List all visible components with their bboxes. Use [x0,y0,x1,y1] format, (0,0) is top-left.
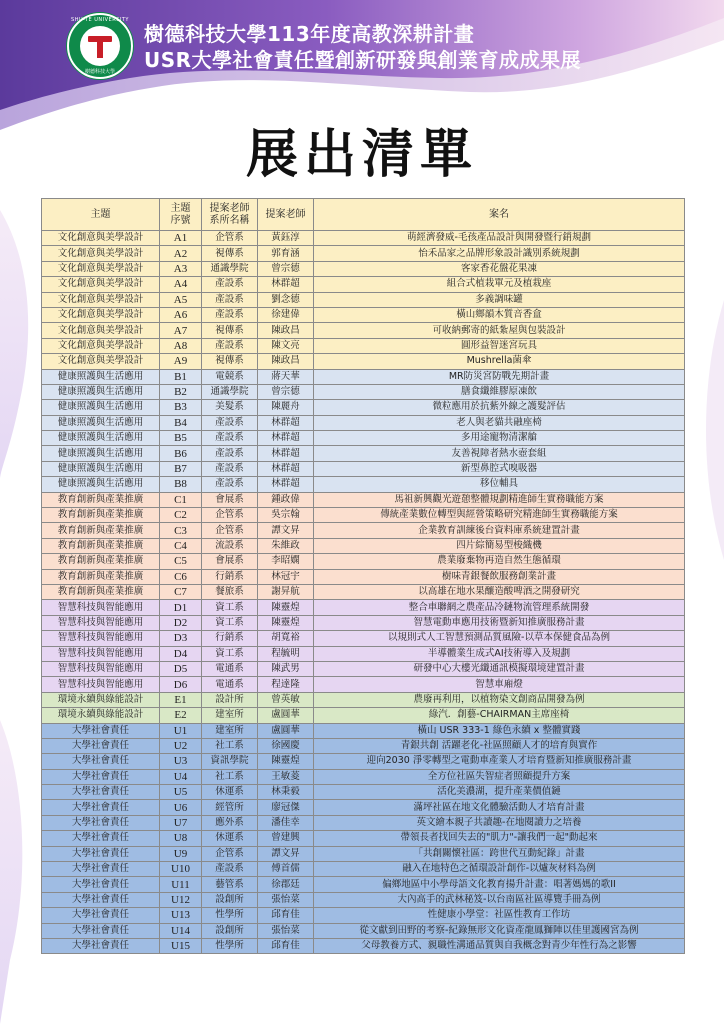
cell-theme: 教育創新與產業推廣 [42,523,160,538]
table-body [42,231,685,954]
cell-theme: 健康照護與生活應用 [42,384,160,399]
table-row [42,400,685,415]
header-code: 主題 序號 [160,199,202,231]
cell-dept: 資工系 [202,615,258,630]
cell-dept: 資訊學院 [202,754,258,769]
exhibition-table [41,198,685,954]
cell-theme: 教育創新與產業推廣 [42,508,160,523]
header-teacher: 提案老師 [258,199,314,231]
table-row [42,692,685,707]
cell-teacher: 郭育涵 [258,246,314,261]
cell-theme: 智慧科技與智能應用 [42,600,160,615]
cell-teacher: 陳麗舟 [258,400,314,415]
cell-teacher: 陳靈煌 [258,600,314,615]
header-title-line2: USR大學社會責任暨創新研發與創業育成成果展 [144,48,582,72]
cell-dept: 藝管系 [202,877,258,892]
cell-name: 「共創關懷社區：跨世代互動紀錄」計畫 [314,846,685,861]
cell-teacher: 林秉毅 [258,785,314,800]
cell-code: D1 [160,600,202,615]
cell-teacher: 廖冠傑 [258,800,314,815]
cell-dept: 建室所 [202,723,258,738]
cell-teacher: 陳政昌 [258,354,314,369]
cell-theme: 大學社會責任 [42,892,160,907]
table-row [42,246,685,261]
cell-theme: 大學社會責任 [42,815,160,830]
table-row [42,446,685,461]
cell-theme: 大學社會責任 [42,846,160,861]
cell-code: A6 [160,307,202,322]
cell-teacher: 張怡菜 [258,923,314,938]
table-row [42,800,685,815]
cell-dept: 產設系 [202,461,258,476]
cell-theme: 健康照護與生活應用 [42,369,160,384]
cell-dept: 企管系 [202,846,258,861]
cell-name: 農廢再利用，以植物染文創商品開發為例 [314,692,685,707]
header-title-line1: 樹德科技大學113年度高教深耕計畫 [144,22,475,46]
cell-name: 橫山鄉韻木質音香盒 [314,307,685,322]
cell-teacher: 林群超 [258,431,314,446]
table-row [42,554,685,569]
cell-theme: 大學社會責任 [42,785,160,800]
cell-dept: 社工系 [202,769,258,784]
cell-dept: 企管系 [202,523,258,538]
cell-name: 研發中心大樓光纖通訊模擬環境建置計畫 [314,661,685,676]
cell-code: U12 [160,892,202,907]
table-row [42,754,685,769]
cell-teacher: 曾宗德 [258,261,314,276]
cell-name: 傳統產業數位轉型與經營策略研究精進師生實務職能方案 [314,508,685,523]
cell-teacher: 劉念德 [258,292,314,307]
cell-teacher: 盧圓華 [258,723,314,738]
table-row [42,600,685,615]
cell-teacher: 曾建興 [258,831,314,846]
cell-teacher: 林群超 [258,461,314,476]
cell-name: 以規則式人工智慧預測品質風險-以草本保健食品為例 [314,631,685,646]
table-row [42,862,685,877]
cell-code: D6 [160,677,202,692]
table-row [42,615,685,630]
cell-name: 企業教育訓練後台資料庫系統建置計畫 [314,523,685,538]
cell-code: B3 [160,400,202,415]
table-row [42,461,685,476]
cell-dept: 流設系 [202,538,258,553]
table-row [42,523,685,538]
cell-teacher: 陳靈煌 [258,615,314,630]
cell-name: 橫山 USR 333-1 綠色永續 x 整體實踐 [314,723,685,738]
cell-teacher: 林群超 [258,477,314,492]
header-banner [0,0,724,80]
cell-code: C1 [160,492,202,507]
cell-code: A2 [160,246,202,261]
cell-dept: 產設系 [202,431,258,446]
table-row [42,785,685,800]
seal-top-text: SHU-TE UNIVERSITY [71,17,129,23]
cell-code: U10 [160,862,202,877]
cell-theme: 大學社會責任 [42,723,160,738]
cell-code: B7 [160,461,202,476]
cell-code: U13 [160,908,202,923]
cell-code: U15 [160,938,202,953]
cell-theme: 健康照護與生活應用 [42,400,160,415]
cell-dept: 產設系 [202,446,258,461]
cell-code: U9 [160,846,202,861]
cell-teacher: 謝昇航 [258,584,314,599]
cell-dept: 通識學院 [202,261,258,276]
cell-dept: 產設系 [202,277,258,292]
cell-dept: 電通系 [202,661,258,676]
cell-theme: 大學社會責任 [42,923,160,938]
cell-teacher: 曾宗德 [258,384,314,399]
cell-code: C3 [160,523,202,538]
cell-code: E2 [160,708,202,723]
cell-theme: 環境永續與綠能設計 [42,708,160,723]
university-seal-logo [67,13,133,79]
cell-theme: 文化創意與美學設計 [42,231,160,246]
cell-code: U6 [160,800,202,815]
cell-name: 圓形益智迷宮玩具 [314,338,685,353]
cell-teacher: 徐國慶 [258,738,314,753]
cell-teacher: 傅首儒 [258,862,314,877]
cell-theme: 文化創意與美學設計 [42,323,160,338]
cell-teacher: 鍾政偉 [258,492,314,507]
cell-theme: 大學社會責任 [42,831,160,846]
cell-dept: 設計所 [202,692,258,707]
cell-dept: 視傳系 [202,354,258,369]
cell-teacher: 林群超 [258,446,314,461]
cell-name: 迎向2030 淨零轉型之電動車產業人才培育暨新知推廣服務計畫 [314,754,685,769]
table-row [42,815,685,830]
page-title: 展出清單 [245,125,478,185]
cell-name: 從文獻到田野的考察-紀錄無形文化資產龍鳳獅陣以佳里護國宮為例 [314,923,685,938]
cell-teacher: 曾英敏 [258,692,314,707]
cell-theme: 教育創新與產業推廣 [42,538,160,553]
cell-teacher: 邱育佳 [258,908,314,923]
cell-code: C2 [160,508,202,523]
cell-name: 多義調味罐 [314,292,685,307]
cell-teacher: 程達隆 [258,677,314,692]
cell-dept: 行銷系 [202,631,258,646]
table-row [42,584,685,599]
table-row [42,569,685,584]
cell-name: 客家香花盤花果凍 [314,261,685,276]
cell-name: 微粒應用於抗紫外線之護髮評估 [314,400,685,415]
cell-theme: 健康照護與生活應用 [42,477,160,492]
cell-name: MR防災宮防戰先期計畫 [314,369,685,384]
cell-dept: 建室所 [202,708,258,723]
cell-code: A7 [160,323,202,338]
cell-theme: 文化創意與美學設計 [42,261,160,276]
cell-name: Mushrella菌傘 [314,354,685,369]
cell-dept: 產設系 [202,307,258,322]
cell-dept: 經管所 [202,800,258,815]
cell-name: 移位輔具 [314,477,685,492]
cell-name: 新型鼻腔式嗅吸器 [314,461,685,476]
cell-dept: 會展系 [202,554,258,569]
cell-teacher: 盧圓華 [258,708,314,723]
cell-theme: 大學社會責任 [42,769,160,784]
cell-theme: 健康照護與生活應用 [42,431,160,446]
cell-code: B4 [160,415,202,430]
table-row [42,369,685,384]
cell-theme: 文化創意與美學設計 [42,338,160,353]
cell-theme: 健康照護與生活應用 [42,461,160,476]
cell-theme: 文化創意與美學設計 [42,354,160,369]
cell-dept: 休運系 [202,831,258,846]
cell-code: A9 [160,354,202,369]
cell-teacher: 邱育佳 [258,938,314,953]
cell-theme: 大學社會責任 [42,754,160,769]
table-row [42,323,685,338]
cell-code: U14 [160,923,202,938]
table-row [42,708,685,723]
cell-dept: 產設系 [202,477,258,492]
cell-theme: 教育創新與產業推廣 [42,569,160,584]
cell-teacher: 林群超 [258,415,314,430]
cell-name: 可收納郵寄的紙紮屋與包裝設計 [314,323,685,338]
cell-code: E1 [160,692,202,707]
cell-name: 智慧車廂燈 [314,677,685,692]
cell-name: 組合式植栽單元及植栽座 [314,277,685,292]
cell-teacher: 吳宗翰 [258,508,314,523]
table-row [42,292,685,307]
cell-code: A1 [160,231,202,246]
cell-teacher: 胡寬裕 [258,631,314,646]
cell-code: U2 [160,738,202,753]
table-row [42,384,685,399]
cell-name: 樹味青銀餐飲服務創業計畫 [314,569,685,584]
cell-theme: 健康照護與生活應用 [42,446,160,461]
table-row [42,938,685,953]
cell-dept: 性學所 [202,938,258,953]
cell-theme: 教育創新與產業推廣 [42,492,160,507]
cell-theme: 智慧科技與智能應用 [42,677,160,692]
cell-teacher: 黃鈺淳 [258,231,314,246]
cell-code: B1 [160,369,202,384]
cell-dept: 設創所 [202,923,258,938]
cell-dept: 資工系 [202,600,258,615]
cell-code: U3 [160,754,202,769]
table-row [42,354,685,369]
cell-dept: 性學所 [202,908,258,923]
cell-name: 活化美濃湖，提升產業價值鏈 [314,785,685,800]
cell-code: U11 [160,877,202,892]
cell-theme: 大學社會責任 [42,877,160,892]
cell-teacher: 王敏菱 [258,769,314,784]
cell-name: 半導體業生成式AI技術導入及規劃 [314,646,685,661]
cell-name: 萌經濟發威-毛孩產品設計與開發暨行銷規劃 [314,231,685,246]
cell-name: 大內高手的武林秘笈-以台南區社區導覽手冊為例 [314,892,685,907]
cell-theme: 大學社會責任 [42,938,160,953]
cell-name: 膳食纖維膠原凍飲 [314,384,685,399]
table-row [42,631,685,646]
table-row [42,677,685,692]
cell-name: 融入在地特色之循環設計創作-以爐灰材料為例 [314,862,685,877]
cell-name: 全方位社區失智症者照顧提升方案 [314,769,685,784]
cell-code: A8 [160,338,202,353]
cell-code: D3 [160,631,202,646]
table-row [42,738,685,753]
cell-code: D5 [160,661,202,676]
cell-teacher: 李昭嫻 [258,554,314,569]
cell-theme: 文化創意與美學設計 [42,277,160,292]
cell-dept: 休運系 [202,785,258,800]
table-row [42,538,685,553]
cell-code: C6 [160,569,202,584]
cell-theme: 文化創意與美學設計 [42,292,160,307]
cell-teacher: 朱維政 [258,538,314,553]
cell-teacher: 陳武男 [258,661,314,676]
cell-name: 青銀共創 活躍老化-社區照顧人才的培育與實作 [314,738,685,753]
header-dept: 提案老師 系所名稱 [202,199,258,231]
cell-theme: 智慧科技與智能應用 [42,631,160,646]
cell-theme: 教育創新與產業推廣 [42,584,160,599]
table-row [42,431,685,446]
cell-teacher: 陳靈煌 [258,754,314,769]
cell-dept: 產設系 [202,338,258,353]
cell-code: B5 [160,431,202,446]
table-row [42,508,685,523]
cell-code: B2 [160,384,202,399]
exhibition-table-wrapper [41,198,684,954]
cell-code: U8 [160,831,202,846]
cell-name: 四片綜簡易型梭織機 [314,538,685,553]
table-row [42,477,685,492]
cell-code: C4 [160,538,202,553]
cell-teacher: 林群超 [258,277,314,292]
cell-name: 帶領長者找回失去的"肌力"-讓我們一起"動起來 [314,831,685,846]
cell-dept: 視傳系 [202,246,258,261]
table-row [42,923,685,938]
table-row [42,415,685,430]
cell-name: 綠汽．創藝-CHAIRMAN主席座椅 [314,708,685,723]
cell-dept: 餐旅系 [202,584,258,599]
table-row [42,892,685,907]
header-theme: 主題 [42,199,160,231]
cell-dept: 企管系 [202,508,258,523]
cell-name: 以高雄在地水果釀造酸啤酒之開發研究 [314,584,685,599]
table-row [42,877,685,892]
cell-theme: 智慧科技與智能應用 [42,661,160,676]
cell-name: 怡禾品家之品牌形象設計識別系統規劃 [314,246,685,261]
cell-teacher: 蔣天華 [258,369,314,384]
cell-code: U1 [160,723,202,738]
table-row [42,277,685,292]
cell-code: A5 [160,292,202,307]
cell-name: 整合車聯網之農產品冷鏈物流管理系統開發 [314,600,685,615]
cell-name: 老人與老貓共融座椅 [314,415,685,430]
table-row [42,846,685,861]
cell-name: 智慧電動車應用技術暨新知推廣服務計畫 [314,615,685,630]
cell-dept: 產設系 [202,292,258,307]
cell-teacher: 陳文亮 [258,338,314,353]
cell-dept: 產設系 [202,862,258,877]
cell-name: 父母教養方式、親職性溝通品質與自我概念對青少年性行為之影響 [314,938,685,953]
cell-dept: 企管系 [202,231,258,246]
cell-teacher: 潘佳幸 [258,815,314,830]
cell-theme: 健康照護與生活應用 [42,415,160,430]
cell-teacher: 徐建偉 [258,307,314,322]
header-name: 案名 [314,199,685,231]
cell-dept: 電競系 [202,369,258,384]
cell-teacher: 譚文昇 [258,846,314,861]
cell-name: 英文繪本親子共讀趣-在地閱讀力之培養 [314,815,685,830]
cell-teacher: 譚文昇 [258,523,314,538]
cell-name: 友善視障者熱水壺套組 [314,446,685,461]
seal-bottom-text: 樹德科技大學 [84,69,115,75]
cell-theme: 環境永續與綠能設計 [42,692,160,707]
cell-name: 偏鄉地區中小學母語文化教育揚升計畫：唱著媽媽的歌II [314,877,685,892]
cell-teacher: 林冠宇 [258,569,314,584]
cell-teacher: 徐郡廷 [258,877,314,892]
cell-teacher: 陳政昌 [258,323,314,338]
cell-code: D4 [160,646,202,661]
table-row [42,492,685,507]
cell-theme: 大學社會責任 [42,908,160,923]
table-row [42,307,685,322]
cell-theme: 文化創意與美學設計 [42,307,160,322]
cell-dept: 會展系 [202,492,258,507]
cell-theme: 大學社會責任 [42,738,160,753]
cell-code: B6 [160,446,202,461]
table-row [42,646,685,661]
cell-name: 農業廢棄物再造自然生態循環 [314,554,685,569]
cell-name: 多用途寵物清潔艙 [314,431,685,446]
cell-code: D2 [160,615,202,630]
cell-name: 性健康小學堂：社區性教育工作坊 [314,908,685,923]
cell-theme: 智慧科技與智能應用 [42,615,160,630]
cell-dept: 通識學院 [202,384,258,399]
cell-code: B8 [160,477,202,492]
cell-theme: 大學社會責任 [42,800,160,815]
cell-dept: 設創所 [202,892,258,907]
table-header-row [42,199,685,231]
cell-dept: 社工系 [202,738,258,753]
cell-theme: 大學社會責任 [42,862,160,877]
table-row [42,231,685,246]
table-row [42,908,685,923]
cell-code: A3 [160,261,202,276]
cell-dept: 應外系 [202,815,258,830]
cell-dept: 資工系 [202,646,258,661]
cell-theme: 教育創新與產業推廣 [42,554,160,569]
table-row [42,831,685,846]
cell-teacher: 張怡菜 [258,892,314,907]
cell-dept: 電通系 [202,677,258,692]
cell-code: C5 [160,554,202,569]
table-row [42,261,685,276]
cell-code: U7 [160,815,202,830]
cell-dept: 視傳系 [202,323,258,338]
cell-theme: 文化創意與美學設計 [42,246,160,261]
table-row [42,661,685,676]
cell-code: C7 [160,584,202,599]
cell-dept: 產設系 [202,415,258,430]
cell-teacher: 程毓明 [258,646,314,661]
cell-code: U4 [160,769,202,784]
table-row [42,338,685,353]
cell-name: 滿坪社區在地文化體驗活動人才培育計畫 [314,800,685,815]
cell-theme: 智慧科技與智能應用 [42,646,160,661]
table-row [42,723,685,738]
cell-dept: 美髮系 [202,400,258,415]
cell-code: U5 [160,785,202,800]
cell-name: 馬祖新興觀光遊憩整體規劃精進師生實務職能方案 [314,492,685,507]
cell-code: A4 [160,277,202,292]
table-row [42,769,685,784]
cell-dept: 行銷系 [202,569,258,584]
